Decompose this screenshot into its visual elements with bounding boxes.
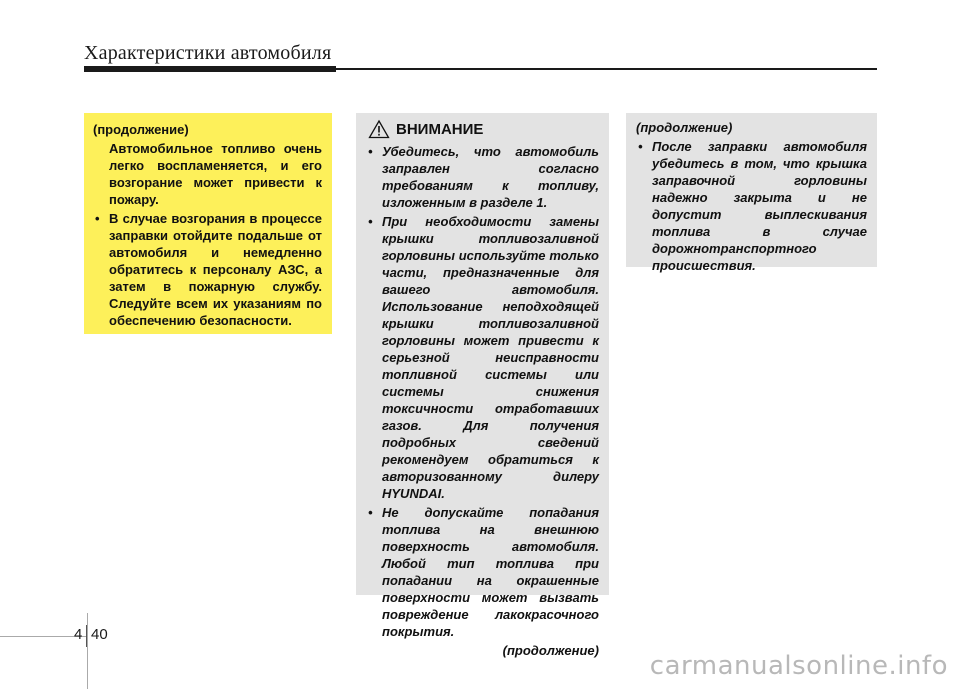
bullet-dot: • xyxy=(368,144,373,159)
bullet-text: Не допускайте попадания топлива на внешнюю поверхность автомобиля. Любой тип топлива при попадании на окрашенные поверхности может вызвать повреждение лакокрасочного покрытия. xyxy=(382,505,599,639)
bullet-text: При необходимости замены крышки топливозаливной горловины используйте только части, предназначенные для вашего автомобиля. Использование неподходящей крышки топливозаливной горловины может привести к серьезной неисправности топливной системы или системы снижения токсичности отработавших газов. Для получения подробных сведений рекомендуем обратиться к авторизованному дилеру HYUNDAI. xyxy=(382,214,599,501)
warning-box xyxy=(356,113,609,658)
page-number: 40 xyxy=(91,626,108,643)
continuation-box xyxy=(626,113,877,273)
continued-footer: (продолжение) xyxy=(502,643,599,658)
bullet-dot: • xyxy=(638,139,643,154)
bullet-item xyxy=(636,138,867,274)
bullet-text: В случае возгорания в процессе заправки отойдите подальше от автомобиля и немедленно обратитесь к персоналу АЗС, а затем в пожарную службу. Следуйте всем их указаниям по обеспечению безопасности. xyxy=(109,211,322,328)
intro-paragraph: Автомобильное топливо очень легко воспламеняется, и его возгорание может привести к пожару. xyxy=(109,141,322,207)
page-number-separator xyxy=(86,625,87,647)
page-header-title: Характеристики автомобиля xyxy=(84,42,332,64)
page-vline xyxy=(87,613,88,689)
bullet-item xyxy=(366,143,599,211)
continued-label: (продолжение) xyxy=(636,120,733,135)
bullet-text: Убедитесь, что автомобиль заправлен согласно требованиям к топливу, изложенным в разделе 1. xyxy=(382,144,599,210)
header-rule xyxy=(84,68,877,70)
bullet-text: После заправки автомобиля убедитесь в том, что крышка заправочной горловины надежно закрыта и не допустит выплескивания топлива в случае дорожнотранспортного происшествия. xyxy=(652,139,867,273)
warning-header xyxy=(368,119,599,139)
section-number: 4 xyxy=(74,626,83,643)
bullet-item xyxy=(366,504,599,640)
yellow-caution-box xyxy=(84,113,332,334)
warning-triangle-icon xyxy=(368,119,390,139)
bullet-dot: • xyxy=(368,505,373,520)
bullet-dot: • xyxy=(368,214,373,229)
bullet-item xyxy=(93,210,322,329)
bullet-item xyxy=(366,213,599,502)
warning-title: ВНИМАНИЕ xyxy=(396,120,484,138)
continued-label: (продолжение) xyxy=(93,122,189,137)
watermark: carmanualsonline.info xyxy=(649,651,948,681)
bullet-dot: • xyxy=(95,211,100,226)
